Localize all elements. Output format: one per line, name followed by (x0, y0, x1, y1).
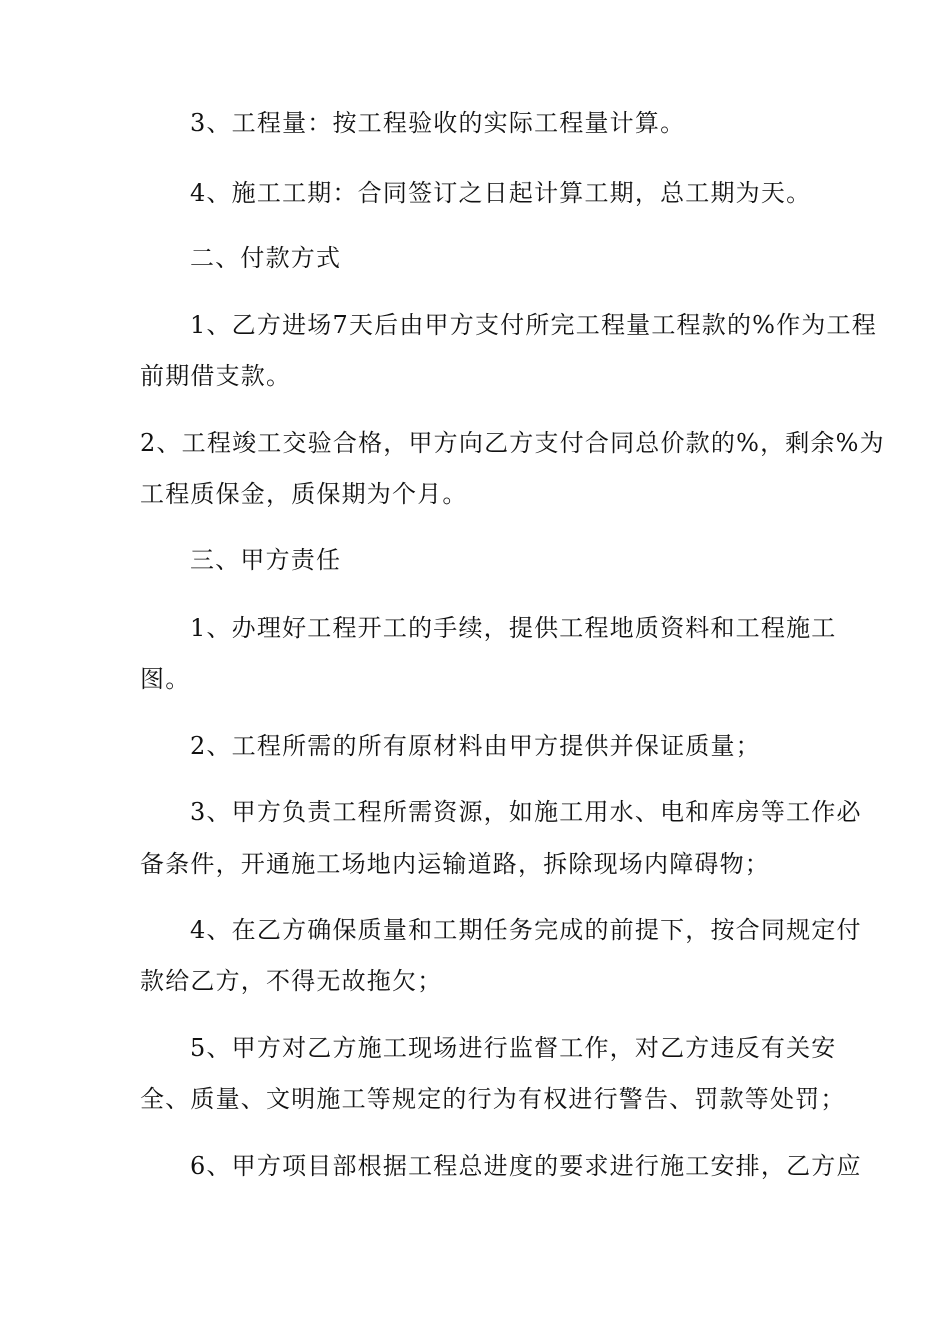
clause-line: 4、施工工期：合同签订之日起计算工期，总工期为天。 (190, 179, 812, 207)
section-heading: 二、付款方式 (190, 244, 342, 272)
clause-line: 2、工程所需的所有原材料由甲方提供并保证质量； (190, 732, 761, 760)
clause-line: 款给乙方，不得无故拖欠； (140, 967, 443, 995)
clause-line: 1、乙方进场7天后由甲方支付所完工程量工程款的%作为工程 (190, 311, 877, 339)
clause-line: 工程质保金，质保期为个月。 (140, 480, 468, 508)
clause-line: 6、甲方项目部根据工程总进度的要求进行施工安排，乙方应 (190, 1152, 862, 1180)
clause-line: 备条件，开通施工场地内运输道路，拆除现场内障碍物； (140, 850, 770, 878)
clause-line: 3、工程量：按工程验收的实际工程量计算。 (190, 109, 686, 137)
clause-line: 前期借支款。 (140, 362, 292, 390)
clause-line: 1、办理好工程开工的手续，提供工程地质资料和工程施工 (190, 614, 837, 642)
clause-line: 3、甲方负责工程所需资源，如施工用水、电和库房等工作必 (190, 798, 862, 826)
clause-line: 图。 (140, 665, 191, 693)
clause-line: 2、工程竣工交验合格，甲方向乙方支付合同总价款的%，剩余%为 (140, 429, 885, 457)
clause-line: 5、甲方对乙方施工现场进行监督工作，对乙方违反有关安 (190, 1034, 837, 1062)
section-heading: 三、甲方责任 (190, 546, 342, 574)
clause-line: 全、质量、文明施工等规定的行为有权进行警告、罚款等处罚； (140, 1085, 846, 1113)
clause-line: 4、在乙方确保质量和工期任务完成的前提下，按合同规定付 (190, 916, 862, 944)
